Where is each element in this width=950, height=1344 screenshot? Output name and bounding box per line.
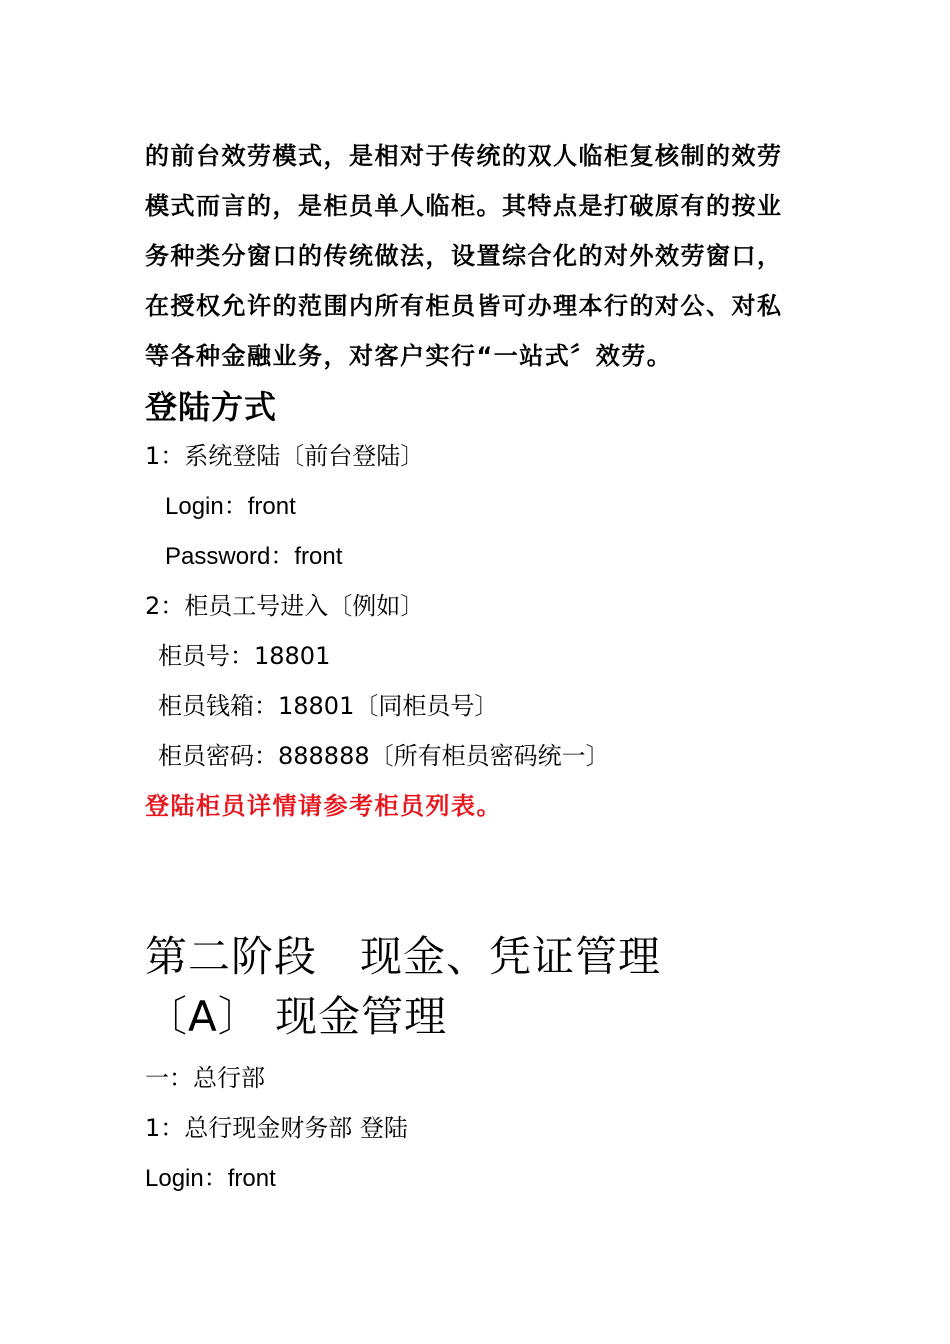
teller-cash-box: 柜员钱箱：18801〔同柜员号〕 xyxy=(158,692,499,720)
section-a-heading: 〔A〕 现金管理 xyxy=(145,992,448,1041)
stage-two-heading: 第二阶段 现金、凭证管理 xyxy=(145,932,662,981)
teller-list-note: 登陆柜员详情请参考柜员列表。 xyxy=(145,792,502,820)
head-office-subheading: 一：总行部 xyxy=(145,1064,265,1092)
step-1-system-login: 1：系统登陆〔前台登陆〕 xyxy=(145,442,425,470)
teller-number: 柜员号：18801 xyxy=(158,642,331,670)
paragraph-line-1: 的前台效劳模式，是相对于传统的双人临柜复核制的效劳 xyxy=(145,142,783,170)
step-2-teller-login: 2：柜员工号进入〔例如〕 xyxy=(145,592,425,620)
teller-password: 柜员密码：888888〔所有柜员密码统一〕 xyxy=(158,742,610,770)
paragraph-line-5: 等各种金融业务，对客户实行“一站式〞效劳。 xyxy=(145,342,673,370)
password-credential: Password：front xyxy=(165,543,343,570)
head-office-login-step: 1：总行现金财务部 登陆 xyxy=(145,1114,408,1142)
paragraph-line-3: 务种类分窗口的传统做法，设置综合化的对外效劳窗口， xyxy=(145,242,783,270)
login-credential: Login：front xyxy=(165,493,296,520)
login-method-heading: 登陆方式 xyxy=(145,388,278,426)
paragraph-line-4: 在授权允许的范围内所有柜员皆可办理本行的对公、对私 xyxy=(145,292,783,320)
paragraph-line-2: 模式而言的，是柜员单人临柜。其特点是打破原有的按业 xyxy=(145,192,783,220)
login-credential-2: Login：front xyxy=(145,1165,276,1192)
